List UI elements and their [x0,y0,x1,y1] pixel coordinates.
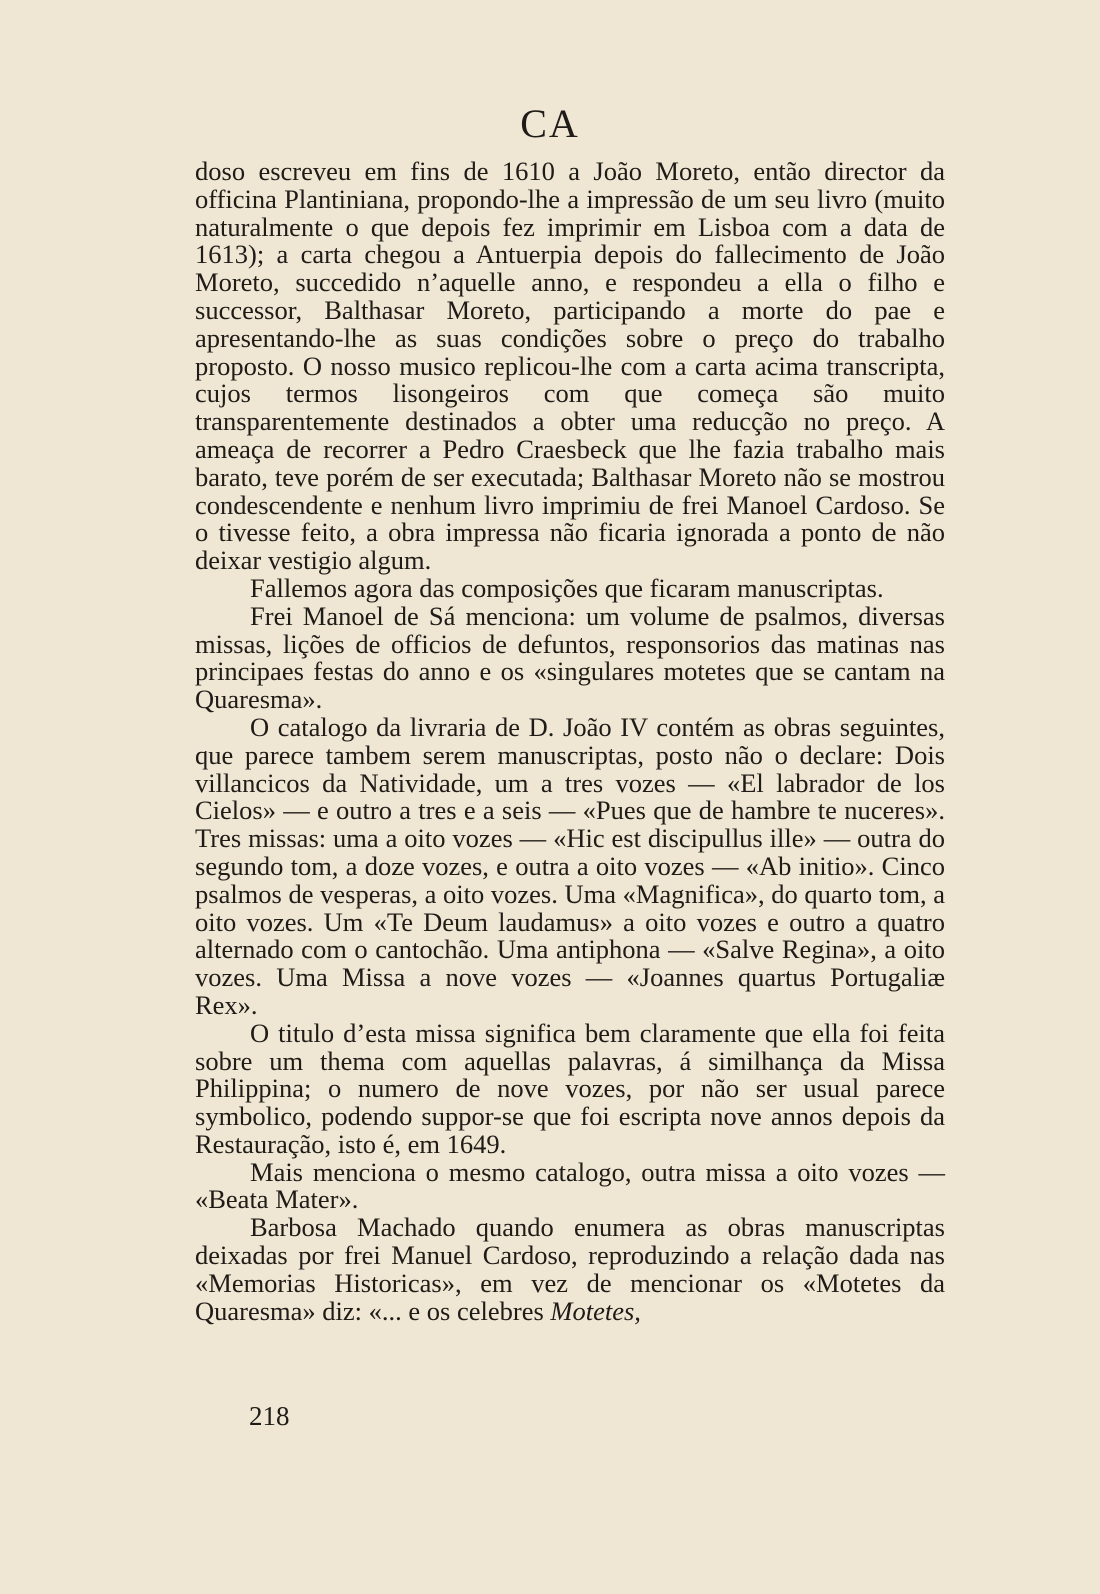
page-number: 218 [249,1401,290,1431]
paragraph: doso escreveu em fins de 1610 a João Moreto, então director da officina Plantiniana, propondo-lhe a impressão de um seu livro (muito naturalmente o que depois fez imprimir em Lisboa com a data de 1613); a carta chegou a Antuerpia depois do fallecimento de João Moreto, succedido n’aquelle anno, e respondeu a ella o filho e successor, Balthasar Moreto, participando a morte do pae e apresentando-lhe as suas condições sobre o preço do trabalho proposto. O nosso musico replicou-lhe com a carta acima transcripta, cujos termos lisongeiros com que começa são muito transparentemente destinados a obter uma reducção no preço. A ameaça de recorrer a Pedro Craesbeck que lhe fazia trabalho mais barato, teve porém de ser executada; Balthasar Moreto não se mostrou condescendente e nenhum livro imprimiu de frei Manoel Cardoso. Se o tivesse feito, a obra impressa não ficaria ignorada a ponto de não deixar vestigio algum. [195,156,945,576]
paragraph: O titulo d’esta missa significa bem claramente que ella foi feita sobre um thema com aquellas palavras, á similhança da Missa Philippina; o numero de nove vozes, por não ser usual parece symbolico, podendo suppor-se que foi escripta nove annos depois da Restauração, isto é, em 1649. [195,1017,945,1159]
paragraph: Barbosa Machado quando enumera as obras manuscriptas deixadas por frei Manuel Cardoso, reproduzindo a relação dada nas «Memorias Historicas», em vez de mencionar os «Motetes da Quaresma» diz: «... e os celebres Motetes, [195,1212,945,1326]
paragraph: Fallemos agora das composições que ficaram manuscriptas. [250,572,884,603]
paragraph: Frei Manoel de Sá menciona: um volume de psalmos, diversas missas, lições de officios de defuntos, responsorios das matinas nas principaes festas do anno e os «singulares motetes que se cantam na Quaresma». [195,600,945,715]
body-text [195,158,945,1325]
paragraph: Mais menciona o mesmo catalogo, outra missa a oito vozes — «Beata Mater». [195,1156,945,1215]
running-head: CA [520,101,580,146]
paragraph: O catalogo da livraria de D. João IV contém as obras seguintes, que parece tambem serem manuscriptas, posto não o declare: Dois villancicos da Natividade, um a tres vozes — «El labrador de los Cielos» — e outro a tres e a seis — «Pues que de hambre te nuceres». Tres missas: uma a oito vozes — «Hic est discipullus ille» — outra do segundo tom, a doze vozes, e outra a oito vozes — «Ab initio». Cinco psalmos de vesperas, a oito vozes. Uma «Magnifica», do quarto tom, a oito vozes. Um «Te Deum laudamus» a oito vozes e outro a quatro alternado com o cantochão. Uma antiphona — «Salve Regina», a oito vozes. Uma Missa a nove vozes — «Joannes quartus Portugaliæ Rex». [195,711,945,1020]
italic-word: Motetes, [550,1295,641,1326]
